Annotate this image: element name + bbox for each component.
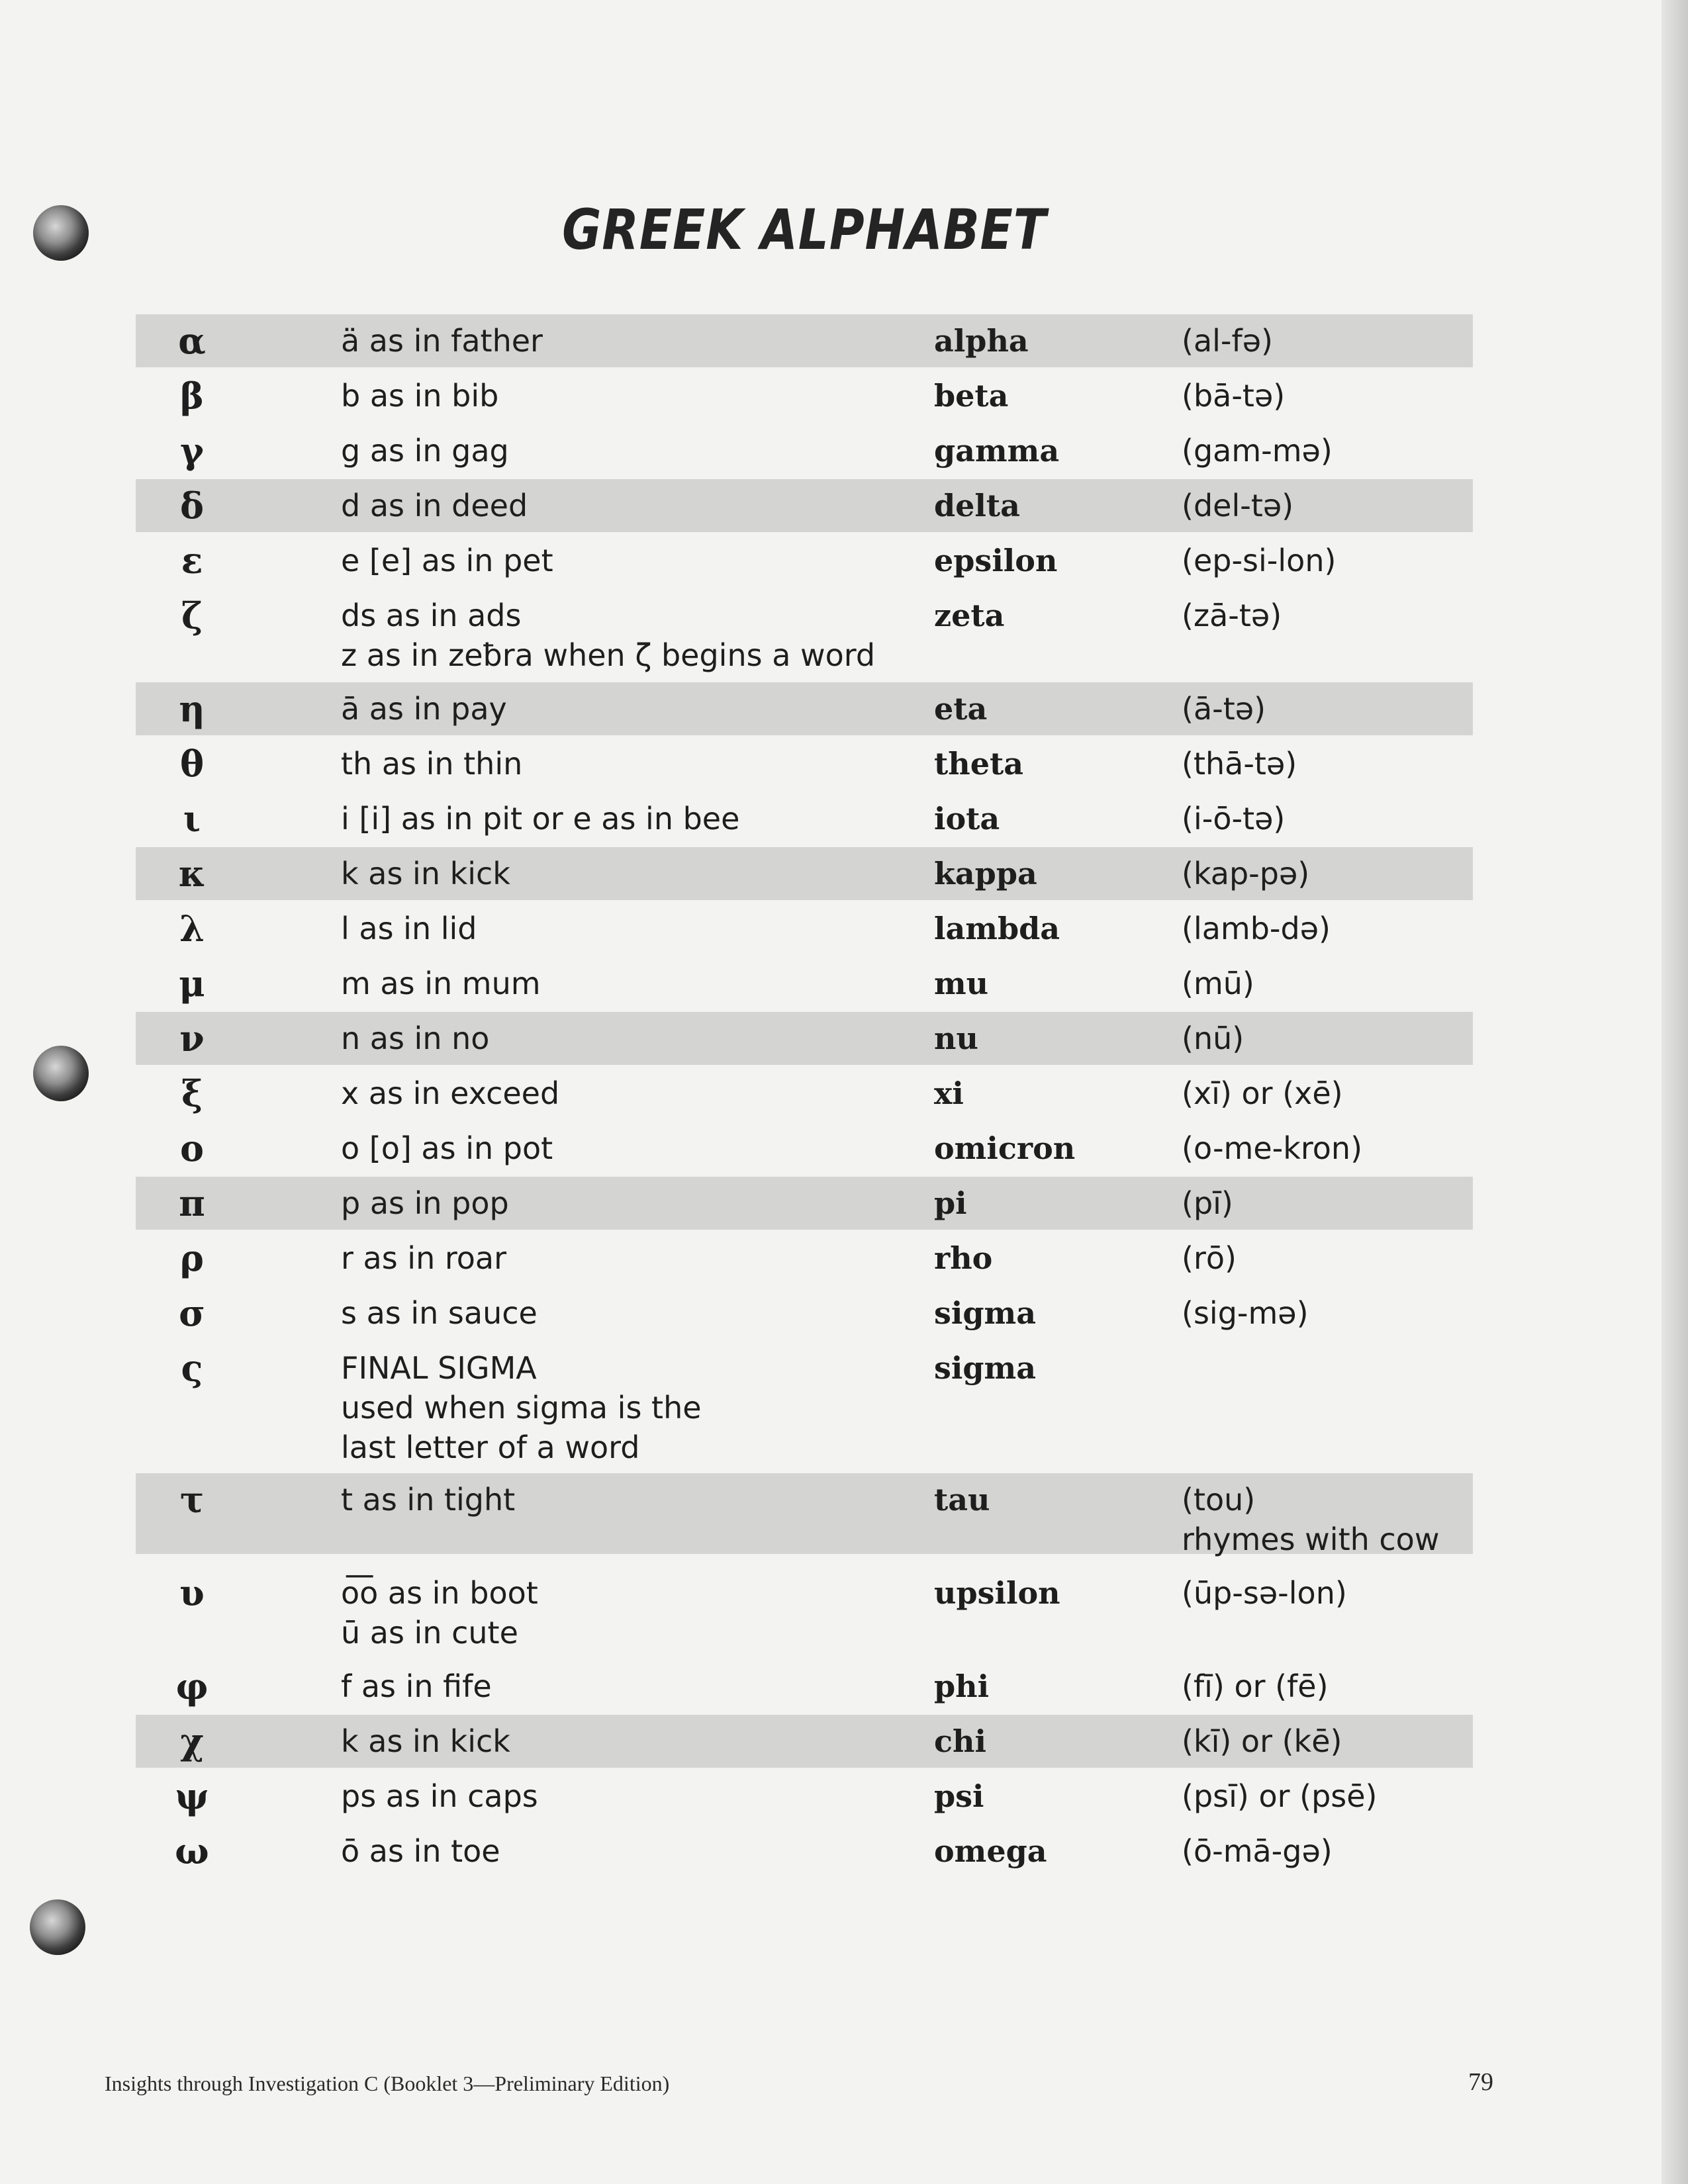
- letter-name: sigma: [934, 1350, 1037, 1386]
- greek-letter: μ: [179, 962, 205, 1005]
- letter-name: mu: [934, 966, 989, 1001]
- letter-sound: e [e] as in pet: [341, 543, 553, 578]
- greek-letter: ψ: [175, 1775, 209, 1817]
- letter-sound: n as in no: [341, 1021, 490, 1056]
- letter-name: theta: [934, 746, 1024, 782]
- letter-pronunciation: (psī) or (psē): [1182, 1778, 1378, 1814]
- letter-name: lambda: [934, 911, 1060, 946]
- binder-hole-middle: [33, 1046, 89, 1101]
- letter-name: pi: [934, 1185, 967, 1221]
- letter-pronunciation: (ūp-sə-lon): [1182, 1575, 1347, 1611]
- greek-letter: χ: [180, 1720, 204, 1762]
- letter-sound: t as in tight: [341, 1482, 516, 1518]
- binder-hole-bottom: [30, 1899, 85, 1955]
- greek-letter: ζ: [181, 594, 203, 637]
- letter-name: zeta: [934, 598, 1005, 633]
- letter-pronunciation: (gam-mə): [1182, 433, 1333, 469]
- letter-name: beta: [934, 378, 1009, 414]
- footer-booklet-title: Insights through Investigation C (Booklet 3—Preliminary Edition): [105, 2071, 670, 2095]
- greek-letter: φ: [175, 1665, 209, 1707]
- letter-name: gamma: [934, 433, 1060, 469]
- greek-letter: λ: [179, 907, 205, 950]
- letter-name: tau: [934, 1482, 990, 1518]
- letter-sound: ä as in father: [341, 323, 543, 359]
- letter-sound: g as in gag: [341, 433, 509, 469]
- greek-letter: γ: [180, 430, 204, 472]
- letter-sound: i [i] as in pit or e as in bee: [341, 801, 740, 837]
- letter-pronunciation: (mū): [1182, 966, 1254, 1001]
- letter-sound: k as in kick: [341, 1723, 510, 1759]
- letter-name: omicron: [934, 1130, 1076, 1166]
- letter-pronunciation: (ō-mā-gə): [1182, 1833, 1333, 1869]
- letter-pronunciation: (al-fə): [1182, 323, 1273, 359]
- letter-pronunciation: (kap-pə): [1182, 856, 1310, 891]
- letter-name: eta: [934, 691, 988, 727]
- letter-name: alpha: [934, 323, 1029, 359]
- letter-sound: r as in roar: [341, 1240, 507, 1276]
- letter-pronunciation: (tou) rhymes with cow: [1182, 1482, 1440, 1557]
- page-title: GREEK ALPHABET: [562, 197, 1047, 262]
- letter-sound: o͞o as in boot ū as in cute: [341, 1575, 538, 1651]
- greek-letter: δ: [179, 484, 205, 527]
- letter-pronunciation: (thā-tə): [1182, 746, 1297, 782]
- greek-letter: ς: [181, 1347, 203, 1389]
- page-edge: [1662, 0, 1688, 2184]
- letter-sound: ps as in caps: [341, 1778, 538, 1814]
- letter-sound: b as in bib: [341, 378, 499, 414]
- letter-name: omega: [934, 1833, 1047, 1869]
- page-number: 79: [1468, 2068, 1493, 2096]
- letter-name: psi: [934, 1778, 984, 1814]
- letter-sound: p as in pop: [341, 1185, 509, 1221]
- greek-letter: ν: [179, 1017, 205, 1060]
- greek-letter: α: [178, 320, 206, 362]
- greek-letter: τ: [179, 1479, 205, 1521]
- greek-letter: υ: [179, 1572, 205, 1614]
- letter-name: upsilon: [934, 1575, 1060, 1611]
- letter-pronunciation: (zā-tə): [1182, 598, 1282, 633]
- letter-name: delta: [934, 488, 1020, 523]
- letter-pronunciation: (ep-si-lon): [1182, 543, 1336, 578]
- letter-sound: o [o] as in pot: [341, 1130, 553, 1166]
- letter-name: iota: [934, 801, 1000, 837]
- greek-letter: β: [180, 375, 204, 417]
- greek-letter: ι: [183, 797, 201, 840]
- greek-letter: ω: [175, 1830, 209, 1872]
- letter-pronunciation: (sig-mə): [1182, 1295, 1309, 1331]
- letter-pronunciation: (xī) or (xē): [1182, 1075, 1343, 1111]
- letter-sound: x as in exceed: [341, 1075, 560, 1111]
- letter-sound: m as in mum: [341, 966, 541, 1001]
- letter-sound: ds as in ads z as in zeƀra when ζ begins a word: [341, 598, 876, 673]
- letter-pronunciation: (del-tə): [1182, 488, 1294, 523]
- letter-pronunciation: (nū): [1182, 1021, 1244, 1056]
- greek-letter: π: [179, 1182, 205, 1224]
- greek-letter: ε: [181, 539, 203, 582]
- letter-name: epsilon: [934, 543, 1058, 578]
- greek-letter: θ: [179, 743, 205, 785]
- letter-name: nu: [934, 1021, 978, 1056]
- binder-hole-top: [33, 205, 89, 261]
- letter-pronunciation: (pī): [1182, 1185, 1233, 1221]
- letter-sound: FINAL SIGMA used when sigma is the last letter of a word: [341, 1350, 702, 1465]
- letter-sound: ō as in toe: [341, 1833, 500, 1869]
- letter-sound: f as in fife: [341, 1668, 492, 1704]
- letter-sound: l as in lid: [341, 911, 477, 946]
- letter-sound: s as in sauce: [341, 1295, 538, 1331]
- letter-name: kappa: [934, 856, 1037, 891]
- letter-sound: ā as in pay: [341, 691, 507, 727]
- letter-name: rho: [934, 1240, 993, 1276]
- greek-letter: η: [179, 688, 205, 730]
- letter-pronunciation: (rō): [1182, 1240, 1237, 1276]
- greek-letter: ο: [179, 1127, 205, 1169]
- letter-name: xi: [934, 1075, 964, 1111]
- letter-pronunciation: (kī) or (kē): [1182, 1723, 1342, 1759]
- letter-name: chi: [934, 1723, 986, 1759]
- letter-sound: k as in kick: [341, 856, 510, 891]
- letter-sound: th as in thin: [341, 746, 523, 782]
- greek-letter: ξ: [181, 1072, 203, 1115]
- greek-letter: σ: [179, 1292, 205, 1334]
- letter-name: sigma: [934, 1295, 1037, 1331]
- letter-sound: d as in deed: [341, 488, 528, 523]
- letter-name: phi: [934, 1668, 990, 1704]
- letter-pronunciation: (ā-tə): [1182, 691, 1266, 727]
- letter-pronunciation: (o-me-kron): [1182, 1130, 1363, 1166]
- letter-pronunciation: (fī) or (fē): [1182, 1668, 1329, 1704]
- letter-pronunciation: (i-ō-tə): [1182, 801, 1286, 837]
- letter-pronunciation: (bā-tə): [1182, 378, 1286, 414]
- greek-letter: ρ: [180, 1237, 204, 1279]
- greek-letter: κ: [178, 852, 206, 895]
- letter-pronunciation: (lamb-də): [1182, 911, 1331, 946]
